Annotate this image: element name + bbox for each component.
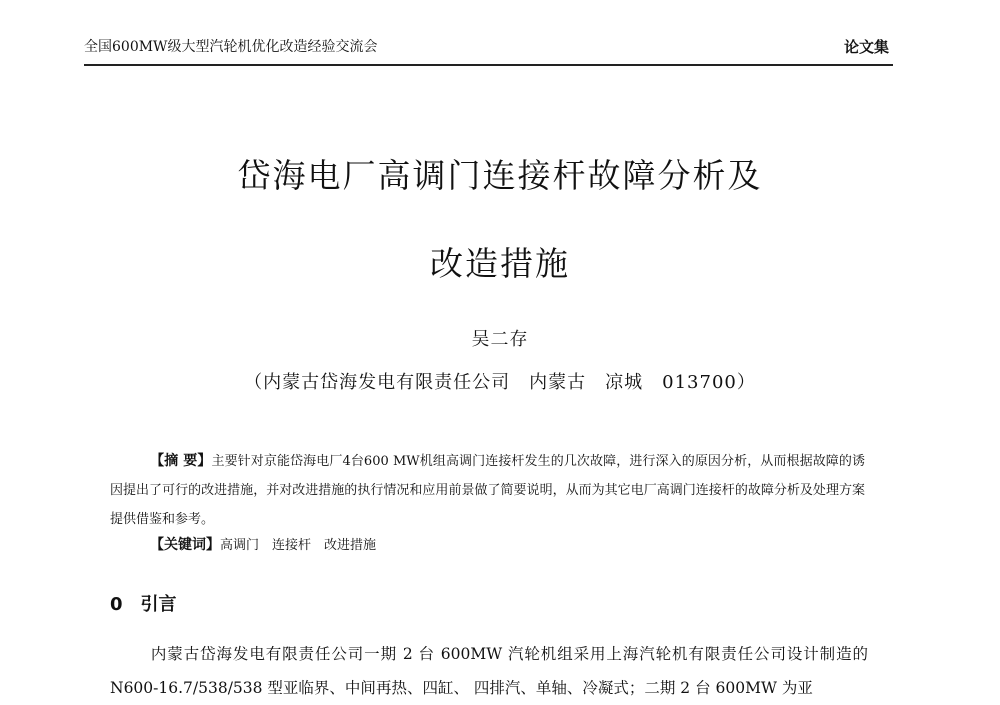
running-header: [84, 34, 893, 66]
conference-name: 全国600MW级大型汽轮机优化改造经验交流会: [84, 39, 378, 55]
keywords-label: 【关键词】: [150, 537, 220, 553]
abstract: [110, 447, 865, 534]
abstract-text: 主要针对京能岱海电厂4台600 MW机组高调门连接杆发生的几次故障，进行深入的原因分析，从而根据故障的诱因提出了可行的改进措施，并对改进措施的执行情况和应用前景做了简要说明，从而为其它电厂高调门连接杆的故障分析及处理方案提供借鉴和参考。: [110, 454, 866, 527]
paper-title-line-1: 岱海电厂高调门连接杆故障分析及: [237, 156, 763, 195]
keywords-text: 高调门 连接杆 改进措施: [220, 538, 377, 553]
keywords: [150, 533, 376, 558]
body-text: 内蒙古岱海发电有限责任公司一期 2 台 600MW 汽轮机组采用上海汽轮机有限责任公司设计制造的 N600-16.7/538/538 型亚临界、中间再热、四缸、 四排汽、单轴、冷凝式；二期 2 台 600MW 为亚: [110, 645, 868, 697]
collection-name: 论文集: [843, 38, 889, 56]
paper-title-line-2: 改造措施: [430, 244, 570, 283]
section-heading: [110, 590, 177, 616]
author-affiliation: （内蒙古岱海发电有限责任公司 内蒙古 凉城 013700）: [244, 372, 756, 393]
abstract-label: 【摘 要】: [150, 453, 212, 469]
section-number: 0: [110, 594, 123, 615]
body-paragraph: [110, 637, 868, 705]
section-title: 引言: [140, 594, 177, 615]
author-name: 吴二存: [471, 329, 529, 350]
